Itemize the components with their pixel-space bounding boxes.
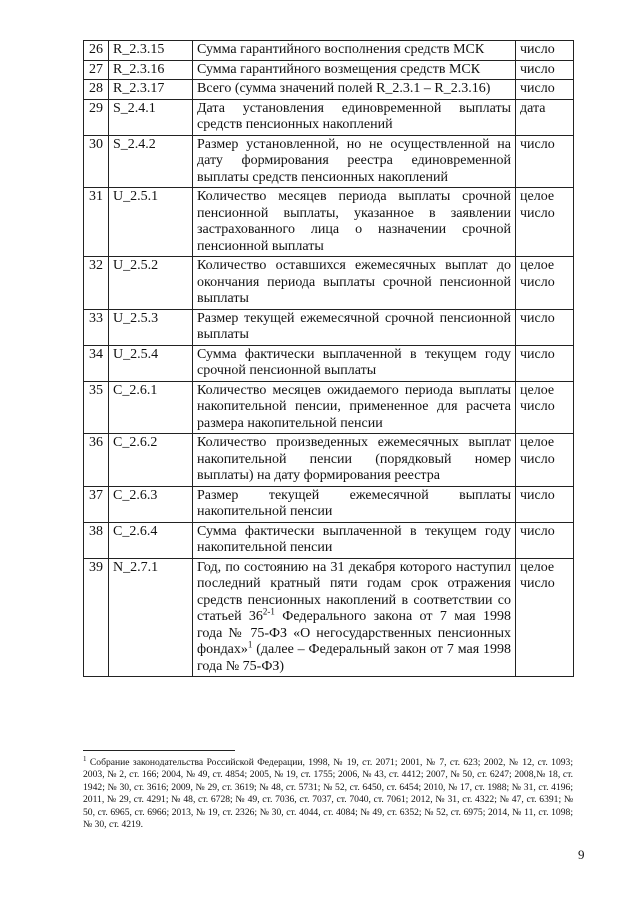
description-text-part: Год, по состоянию на 31 декабря которого наступил последний кратный пяти годам срок отражения средств пенсионных накоплений в соответствии со статьей 36 bbox=[197, 559, 511, 624]
field-code: N_2.7.1 bbox=[109, 558, 193, 677]
field-type: целое число bbox=[516, 188, 574, 257]
row-number: 36 bbox=[84, 434, 109, 487]
description-text-part: (далее – Федеральный закон от 7 мая 1998 года № 75-ФЗ) bbox=[197, 642, 511, 674]
field-code: S_2.4.2 bbox=[109, 135, 193, 188]
footnote-text: Собрание законодательства Российской Федерации, 1998, № 19, ст. 2071; 2001, № 7, ст. 623; 2002, № 12, ст. 1093; 2003, № 2, ст. 166; 2004, № 49, ст. 4854; 2005, № 19, ст. 1755; 2006, № 43, ст. 4412; 2007, № 50, ст. 6247; 2008,№ 18, ст. 1942; № 30, ст. 3616; 2009, № 29, ст. 3619; № 48, ст. 5731; № 52, ст. 6450, ст. 6454; 2010, № 17, ст. 1988; № 31, ст. 4196; 2011, № 29, ст. 4291; № 48, ст. 6728; № 49, ст. 7036, ст. 7037, ст. 7040, ст. 7061; 2012, № 31, ст. 4322; № 47, ст. 6391; № 50, ст. 6965, ст. 6966; 2013, № 19, ст. 2326; № 30, ст. 4044, ст. 4084; № 49, ст. 6352; № 52, ст. 6975; 2014, № 11, ст. 1098; № 30, ст. 4219. bbox=[83, 757, 573, 831]
field-description: Сумма гарантийного восполнения средств МСК bbox=[193, 41, 516, 61]
footnote-marker: 1 bbox=[83, 754, 87, 763]
table-row bbox=[84, 522, 574, 558]
table-row bbox=[84, 345, 574, 381]
row-number: 37 bbox=[84, 486, 109, 522]
field-description: Размер текущей ежемесячной срочной пенсионной выплаты bbox=[193, 309, 516, 345]
field-description: Всего (сумма значений полей R_2.3.1 – R_2.3.16) bbox=[193, 80, 516, 100]
field-code: U_2.5.2 bbox=[109, 257, 193, 310]
table-row bbox=[84, 434, 574, 487]
field-type: число bbox=[516, 522, 574, 558]
field-description: Количество месяцев периода выплаты срочной пенсионной выплаты, указанное в заявлении застрахованного лица о назначении срочной пенсионной выплаты bbox=[193, 188, 516, 257]
field-type: число bbox=[516, 486, 574, 522]
row-number: 31 bbox=[84, 188, 109, 257]
page-number: 9 bbox=[578, 847, 585, 862]
table-row bbox=[84, 257, 574, 310]
field-type: число bbox=[516, 135, 574, 188]
footnote-separator bbox=[83, 750, 235, 751]
field-description bbox=[193, 558, 516, 677]
row-number: 26 bbox=[84, 41, 109, 61]
field-description: Дата установления единовременной выплаты средств пенсионных накоплений bbox=[193, 99, 516, 135]
field-type: число bbox=[516, 345, 574, 381]
row-number: 33 bbox=[84, 309, 109, 345]
table-body bbox=[84, 41, 574, 677]
row-number: 38 bbox=[84, 522, 109, 558]
row-number: 32 bbox=[84, 257, 109, 310]
row-number: 27 bbox=[84, 60, 109, 80]
field-type: число bbox=[516, 80, 574, 100]
row-number: 39 bbox=[84, 558, 109, 677]
field-description: Сумма фактически выплаченной в текущем году накопительной пенсии bbox=[193, 522, 516, 558]
field-description: Сумма гарантийного возмещения средств МСК bbox=[193, 60, 516, 80]
footnote bbox=[83, 754, 573, 831]
field-code: U_2.5.3 bbox=[109, 309, 193, 345]
field-code: C_2.6.2 bbox=[109, 434, 193, 487]
field-code: U_2.5.4 bbox=[109, 345, 193, 381]
field-type: целое число bbox=[516, 558, 574, 677]
row-number: 29 bbox=[84, 99, 109, 135]
field-type: число bbox=[516, 309, 574, 345]
field-type: число bbox=[516, 41, 574, 61]
field-type: целое число bbox=[516, 257, 574, 310]
field-description: Количество оставшихся ежемесячных выплат до окончания периода выплаты срочной пенсионной выплаты bbox=[193, 257, 516, 310]
field-type: дата bbox=[516, 99, 574, 135]
table-row bbox=[84, 99, 574, 135]
table-row bbox=[84, 188, 574, 257]
footnote-reference: 1 bbox=[247, 639, 253, 650]
field-description: Размер установленной, но не осуществленной на дату формирования реестра единовременной выплаты средств пенсионных накоплений bbox=[193, 135, 516, 188]
table-row bbox=[84, 486, 574, 522]
article-superscript: 2-1 bbox=[262, 606, 275, 617]
description-text-part: Федерального закона от 7 мая 1998 года № 75-ФЗ «О негосударственных пенсионных фондах» bbox=[197, 609, 511, 657]
table-row bbox=[84, 80, 574, 100]
table-row bbox=[84, 135, 574, 188]
table-row bbox=[84, 60, 574, 80]
field-code: C_2.6.1 bbox=[109, 381, 193, 434]
table-row bbox=[84, 558, 574, 677]
field-code: R_2.3.16 bbox=[109, 60, 193, 80]
field-code: C_2.6.4 bbox=[109, 522, 193, 558]
field-code: R_2.3.15 bbox=[109, 41, 193, 61]
field-description: Количество произведенных ежемесячных выплат накопительной пенсии (порядковый номер выплаты) на дату формирования реестра bbox=[193, 434, 516, 487]
table-row bbox=[84, 309, 574, 345]
field-code: S_2.4.1 bbox=[109, 99, 193, 135]
field-code: R_2.3.17 bbox=[109, 80, 193, 100]
field-code: U_2.5.1 bbox=[109, 188, 193, 257]
field-description: Размер текущей ежемесячной выплаты накопительной пенсии bbox=[193, 486, 516, 522]
row-number: 30 bbox=[84, 135, 109, 188]
field-type: целое число bbox=[516, 434, 574, 487]
table-row bbox=[84, 41, 574, 61]
field-description: Количество месяцев ожидаемого периода выплаты накопительной пенсии, примененное для расчета размера накопительной пенсии bbox=[193, 381, 516, 434]
field-type: целое число bbox=[516, 381, 574, 434]
row-number: 34 bbox=[84, 345, 109, 381]
table-row bbox=[84, 381, 574, 434]
row-number: 28 bbox=[84, 80, 109, 100]
row-number: 35 bbox=[84, 381, 109, 434]
field-code: C_2.6.3 bbox=[109, 486, 193, 522]
field-type: число bbox=[516, 60, 574, 80]
field-description: Сумма фактически выплаченной в текущем году срочной пенсионной выплаты bbox=[193, 345, 516, 381]
registry-fields-table bbox=[83, 40, 574, 677]
